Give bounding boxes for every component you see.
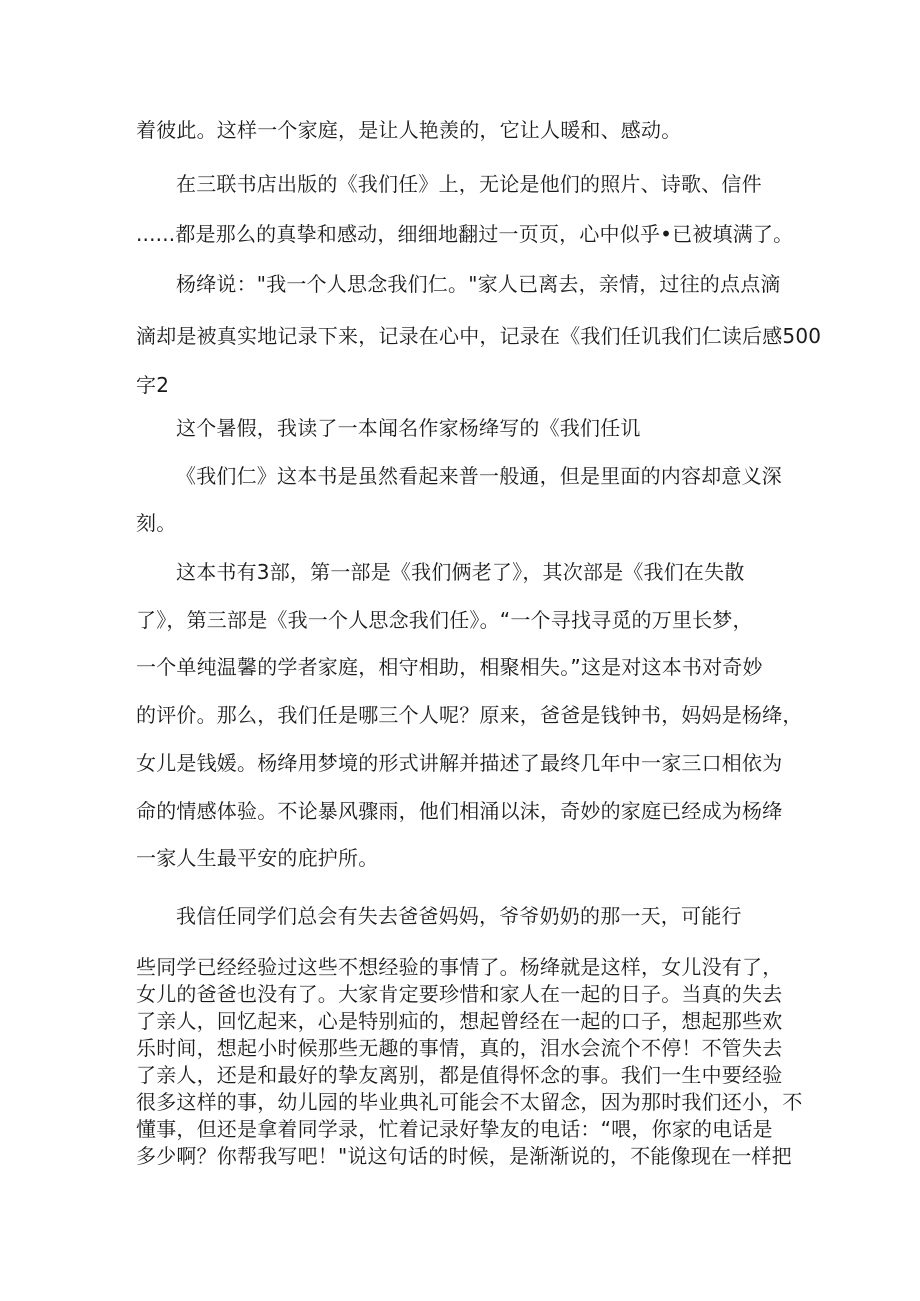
text-line-18: 些同学已经经验过这些不想经验的事情了。杨绛就是这样，女儿没有了， (136, 955, 783, 979)
text-line-14: 女儿是钱媛。杨绛用梦境的形式讲解并描述了最终几年中一家三口相依为 (136, 751, 783, 775)
text-line-5: 滴却是被真实地记录下来，记录在心中，记录在《我们任讥我们仁读后感500 (136, 324, 822, 348)
text-line-15: 命的情感体验。不论暴风骤雨，他们相涌以沫，奇妙的家庭已经成为杨绛 (136, 799, 783, 823)
text-line-2: 在三联书店出版的《我们任》上，无论是他们的照片、诗歌、信件 (176, 172, 762, 196)
text-line-10: 这本书有3部，第一部是《我们俩老了》，其次部是《我们在失散 (176, 560, 745, 584)
text-line-6: 字2 (136, 373, 170, 397)
text-line-7: 这个暑假，我读了一本闻名作家杨绛写的《我们任讥 (176, 416, 641, 440)
text-line-8: 《我们仁》这本书是虽然看起来普一般通，但是里面的内容却意义深 (176, 464, 782, 488)
text-line-13: 的评价。那么，我们任是哪三个人呢？原来，爸爸是钱钟书，妈妈是杨绛， (136, 703, 803, 727)
text-line-23: 很多这样的事，幼儿园的毕业典礼可能会不太留念，因为那时我们还小，不 (136, 1090, 803, 1114)
text-line-11: 了》，第三部是《我一个人思念我们任》。“一个寻找寻觅的万里长梦， (136, 608, 753, 632)
text-line-3: ......都是那么的真挚和感动，细细地翻过一页页，心中似乎•已被填满了。 (136, 222, 794, 246)
text-line-24: 懂事，但还是拿着同学录，忙着记录好挚友的电话：“喂，你家的电话是 (136, 1117, 773, 1141)
text-line-20: 了亲人，回忆起来，心是特别疝的，想起曾经在一起的口子，想起那些欢 (136, 1009, 783, 1033)
text-line-21: 乐时间，想起小时候那些无趣的事情，真的，泪水会流个不停！不管失去 (136, 1036, 783, 1060)
text-line-1: 着彼此。这样一个家庭，是让人艳羡的，它让人暖和、感动。 (136, 118, 682, 142)
text-line-25: 多少啊？你帮我写吧！"说这句话的时候，是渐渐说的，不能像现在一样把 (136, 1144, 792, 1168)
text-line-4: 杨绛说："我一个人思念我们仁。"家人已离去，亲情，过往的点点滴 (176, 272, 781, 296)
text-line-16: 一家人生最平安的庇护所。 (136, 846, 379, 870)
text-line-12: 一个单纯温馨的学者家庭，相守相助，相聚相失。”这是对这本书对奇妙 (136, 655, 763, 679)
text-line-9: 刻。 (136, 511, 177, 535)
text-line-17: 我信任同学们总会有失去爸爸妈妈，爷爷奶奶的那一天，可能行 (176, 904, 742, 928)
text-line-22: 了亲人，还是和最好的挚友离别，都是值得怀念的事。我们一生中要经验 (136, 1063, 783, 1087)
text-line-19: 女儿的爸爸也没有了。大家肯定要珍惜和家人在一起的日子。当真的失去 (136, 982, 783, 1006)
